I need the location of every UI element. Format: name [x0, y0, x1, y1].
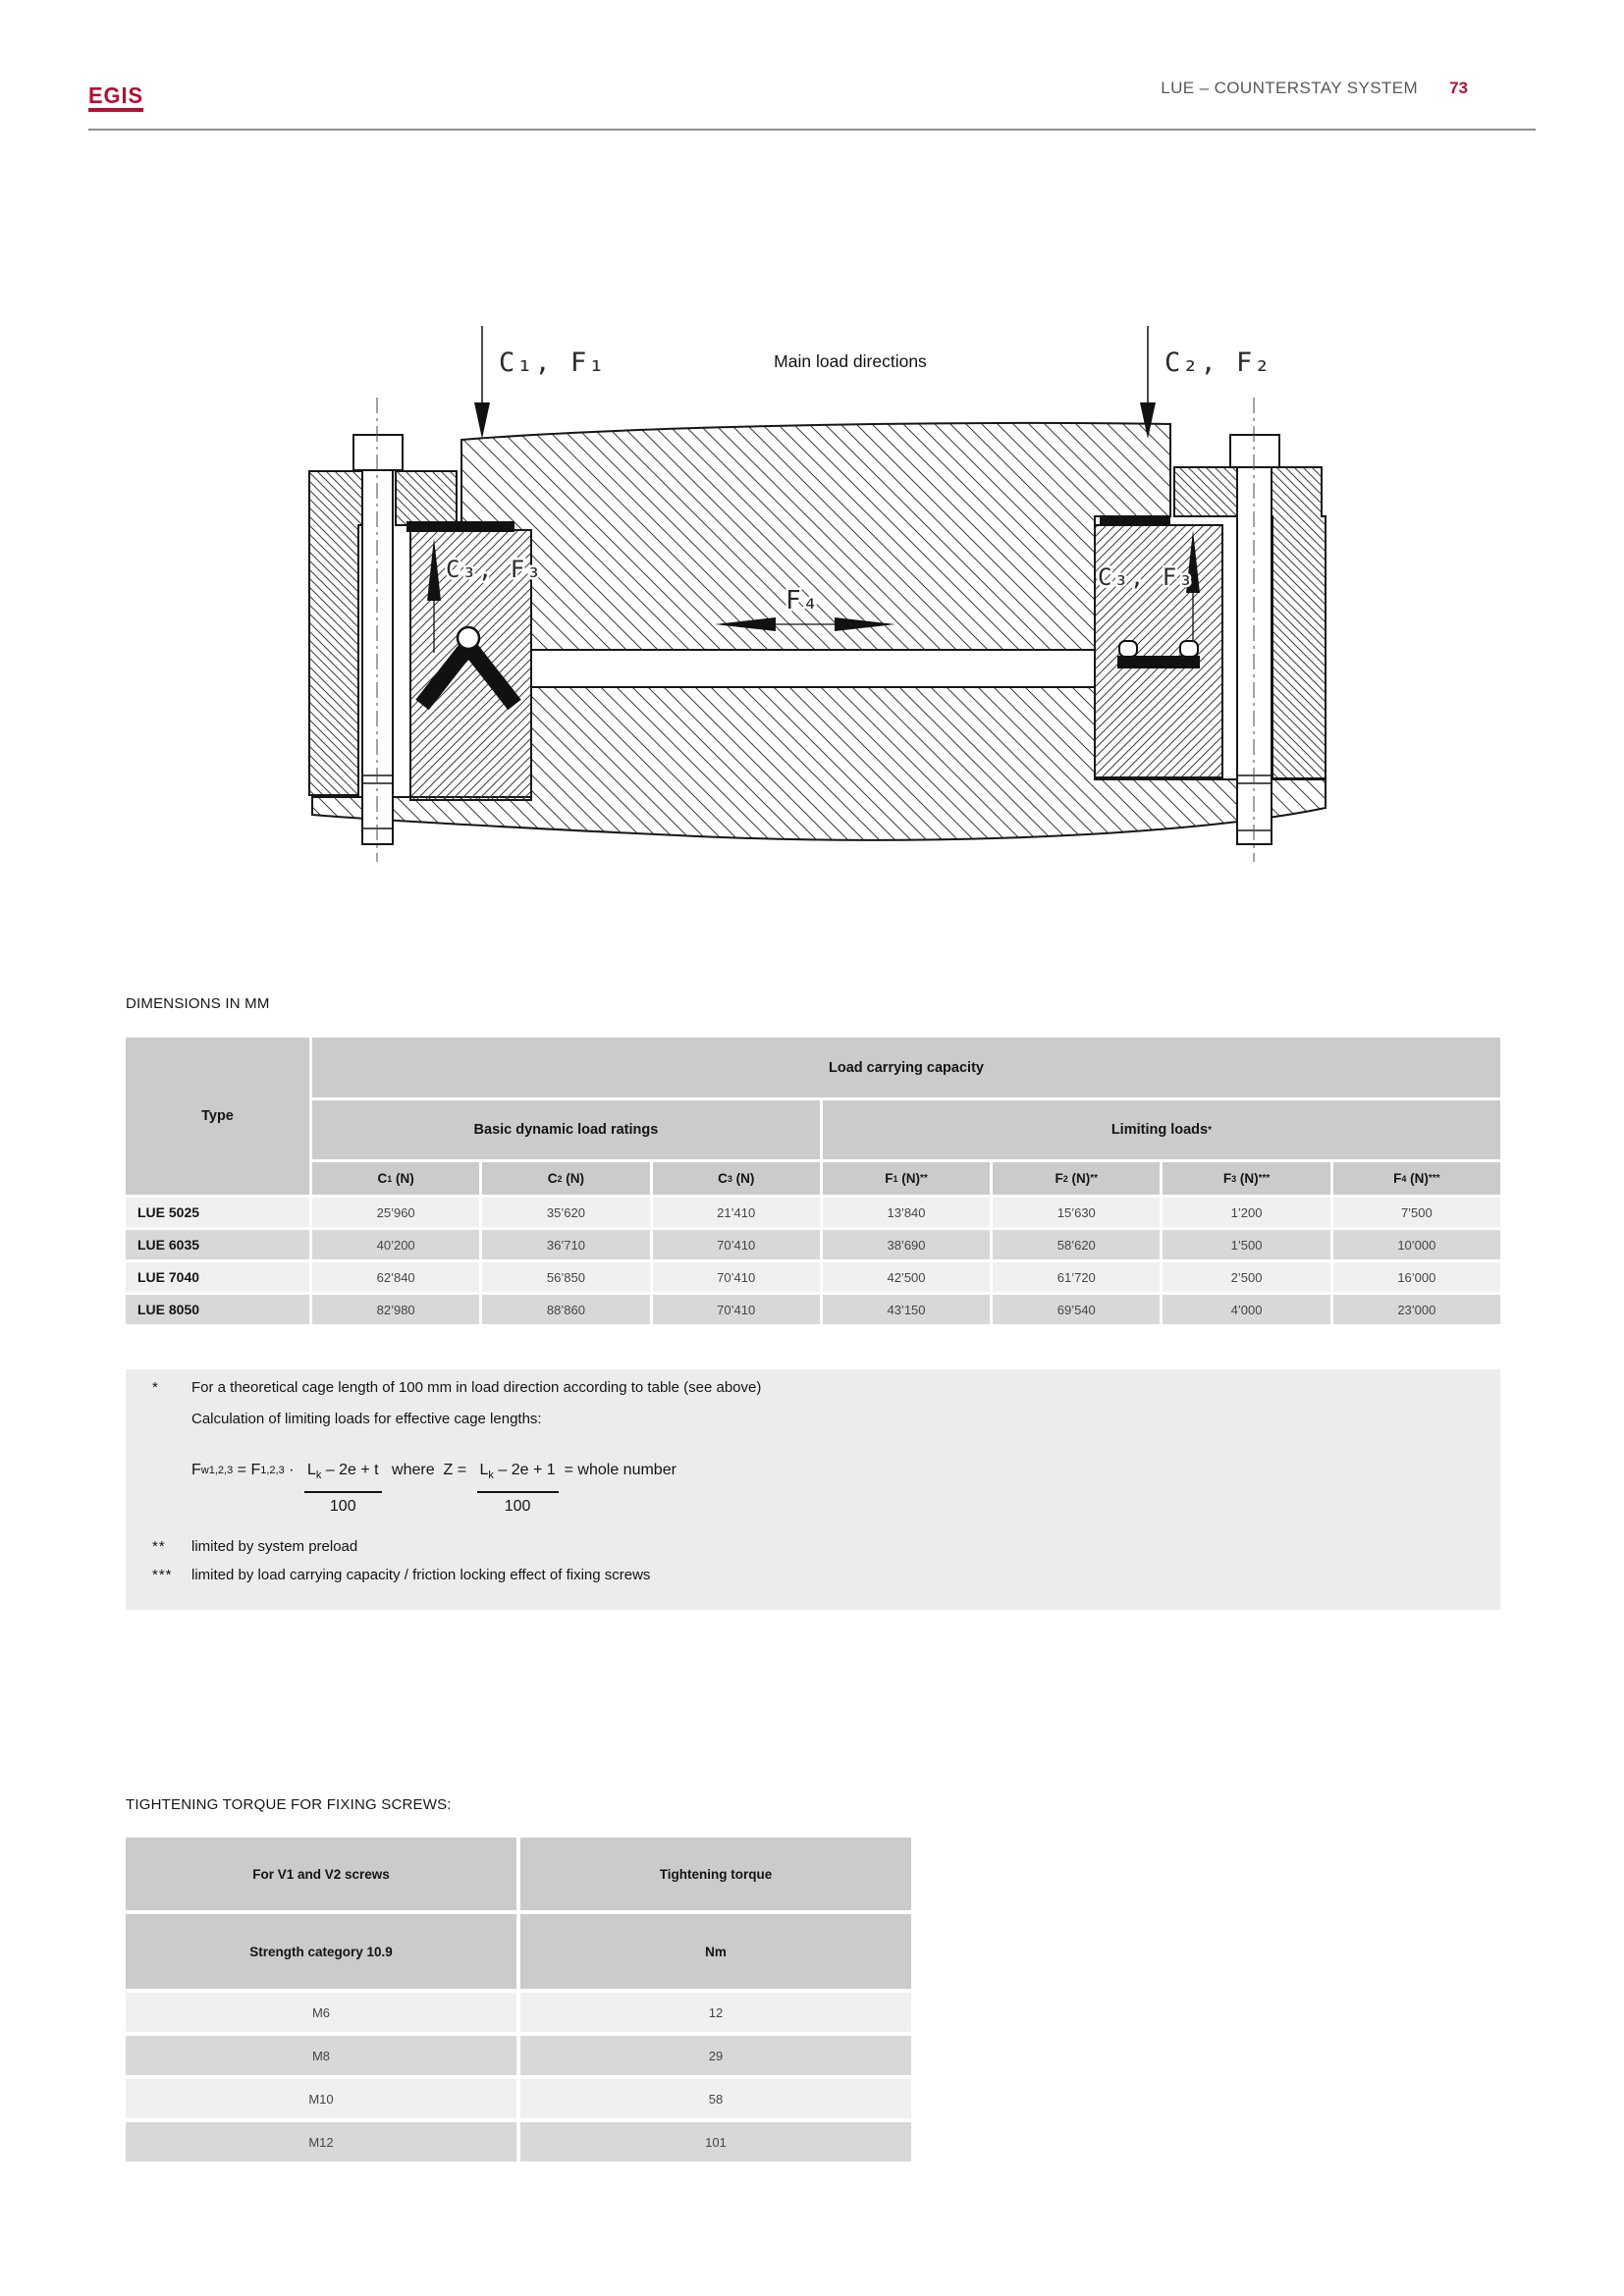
torque-col1-header: For V1 and V2 screws	[126, 1838, 516, 1910]
row-type: LUE 8050	[126, 1295, 309, 1324]
right-outer-clamp	[1272, 467, 1326, 778]
cell-value: 4’000	[1163, 1295, 1329, 1324]
formula-eq1: =	[233, 1462, 251, 1478]
row-type: LUE 6035	[126, 1230, 309, 1259]
cell-value: 70’410	[653, 1262, 820, 1292]
footnote-box	[126, 1369, 1500, 1610]
page-number: 73	[1449, 79, 1468, 97]
cell-value: 13’840	[823, 1198, 990, 1227]
formula-rhs: F	[250, 1462, 261, 1478]
main-beam	[461, 423, 1170, 650]
cell-value: 43’150	[823, 1295, 990, 1324]
cell-value: 25’960	[312, 1198, 479, 1227]
right-inner-clamp	[1174, 467, 1237, 516]
left-clamp-strip	[406, 521, 514, 532]
footnote-doublestar-marker: **	[152, 1538, 166, 1555]
torque-screw: M10	[126, 2079, 516, 2118]
right-bolt-head	[1230, 435, 1279, 467]
cell-value: 35’620	[482, 1198, 649, 1227]
cell-value: 15’630	[993, 1198, 1160, 1227]
cell-value: 88’860	[482, 1295, 649, 1324]
footnote-triplestar-marker: ***	[152, 1567, 173, 1583]
torque-screw: M12	[126, 2122, 516, 2162]
page-title: LUE – COUNTERSTAY SYSTEM	[1161, 79, 1419, 97]
cell-value: 21’410	[653, 1198, 820, 1227]
left-outer-clamp	[309, 471, 362, 795]
cell-value: 2’500	[1163, 1262, 1329, 1292]
cell-value: 58’620	[993, 1230, 1160, 1259]
formula-tail: = whole number	[564, 1462, 677, 1478]
cell-value: 16’000	[1333, 1262, 1500, 1292]
right-roller-left	[1119, 641, 1137, 657]
drawing-title: Main load directions	[774, 351, 927, 371]
load-table	[126, 1038, 1500, 1324]
formula-where: where	[387, 1462, 440, 1478]
cell-value: 70’410	[653, 1295, 820, 1324]
cell-value: 42’500	[823, 1262, 990, 1292]
cell-value: 82’980	[312, 1295, 479, 1324]
torque-screw: M8	[126, 2036, 516, 2075]
torque-col2-subheader: Nm	[520, 1914, 911, 1989]
label-c2-f2: C₂, F₂	[1164, 347, 1272, 378]
technical-drawing	[275, 314, 1394, 874]
footnote-star-line1: For a theoretical cage length of 100 mm in load direction according to table (see above)	[191, 1379, 762, 1396]
formula-fraction-1	[304, 1458, 382, 1518]
cell-value: 56’850	[482, 1262, 649, 1292]
label-c1-f1: C₁, F₁	[499, 347, 607, 378]
load-table-subheader-dynamic: Basic dynamic load ratings	[312, 1100, 820, 1159]
formula-eq2: =	[453, 1462, 471, 1478]
column-header-c3: C 3 (N)	[653, 1162, 820, 1195]
left-bolt-head	[353, 435, 403, 470]
left-roller	[458, 627, 479, 649]
load-table-type-header: Type	[126, 1038, 309, 1195]
cell-value: 40’200	[312, 1230, 479, 1259]
load-table-group-header: Load carrying capacity	[312, 1038, 1500, 1097]
cell-value: 36’710	[482, 1230, 649, 1259]
torque-col1-subheader: Strength category 10.9	[126, 1914, 516, 1989]
torque-value: 101	[520, 2122, 911, 2162]
formula-dot: ·	[284, 1462, 298, 1478]
cell-value: 38’690	[823, 1230, 990, 1259]
torque-section-title: TIGHTENING TORQUE FOR FIXING SCREWS:	[126, 1796, 452, 1813]
right-roller-right	[1180, 641, 1198, 657]
torque-value: 29	[520, 2036, 911, 2075]
formula-fraction-2	[477, 1458, 559, 1518]
formula-lhs: F	[191, 1462, 201, 1478]
header-right	[1161, 79, 1468, 98]
limiting-load-formula	[191, 1458, 677, 1518]
cell-value: 62’840	[312, 1262, 479, 1292]
column-header-f1: F 1 (N) **	[823, 1162, 990, 1195]
row-type: LUE 5025	[126, 1198, 309, 1227]
label-c3-f3-right: C₃, F₃	[1098, 563, 1195, 591]
column-header-f3: F 3 (N) ***	[1163, 1162, 1329, 1195]
cell-value: 10’000	[1333, 1230, 1500, 1259]
cell-value: 7’500	[1333, 1198, 1500, 1227]
torque-table	[126, 1838, 911, 2162]
row-type: LUE 7040	[126, 1262, 309, 1292]
formula-denominator-2: 100	[504, 1498, 531, 1515]
cell-value: 23’000	[1333, 1295, 1500, 1324]
footnote-star-line2: Calculation of limiting loads for effective cage lengths:	[191, 1411, 542, 1427]
formula-denominator-1: 100	[329, 1498, 356, 1515]
c1-f1-arrowhead	[474, 402, 490, 439]
torque-value: 12	[520, 1993, 911, 2032]
cell-value: 61’720	[993, 1262, 1160, 1292]
footnote-star-marker: *	[152, 1379, 159, 1396]
cell-value: 1’500	[1163, 1230, 1329, 1259]
cell-value: 70’410	[653, 1230, 820, 1259]
formula-z: Z	[439, 1462, 454, 1478]
cell-value: 1’200	[1163, 1198, 1329, 1227]
column-header-f2: F 2 (N) **	[993, 1162, 1160, 1195]
left-inner-clamp	[396, 471, 457, 525]
torque-value: 58	[520, 2079, 911, 2118]
dimensions-note: DIMENSIONS IN MM	[126, 995, 270, 1012]
column-header-c1: C 1 (N)	[312, 1162, 479, 1195]
column-header-c2: C 2 (N)	[482, 1162, 649, 1195]
torque-screw: M6	[126, 1993, 516, 2032]
cell-value: 69’540	[993, 1295, 1160, 1324]
load-table-subheader-limiting: Limiting loads *	[823, 1100, 1500, 1159]
egis-logo: EGIS	[88, 84, 143, 112]
right-clamp-strip	[1100, 516, 1170, 526]
header-rule	[88, 129, 1536, 131]
formula-numerator-1: $L_k - 2e + t$	[304, 1458, 382, 1493]
torque-col2-header: Tightening torque	[520, 1838, 911, 1910]
footnote-doublestar-text: limited by system preload	[191, 1538, 358, 1555]
formula-numerator-2: $L_k - 2e + 1$	[477, 1458, 559, 1493]
formula-lhs-sub: w1,2,3	[200, 1465, 234, 1476]
footnote-triplestar-text: limited by load carrying capacity / friction locking effect of fixing screws	[191, 1567, 651, 1583]
column-header-f4: F 4 (N) ***	[1333, 1162, 1500, 1195]
label-c3-f3-left: C₃, F₃	[446, 556, 543, 583]
formula-rhs-sub: 1,2,3	[260, 1465, 285, 1476]
label-f4: F₄	[785, 586, 821, 615]
